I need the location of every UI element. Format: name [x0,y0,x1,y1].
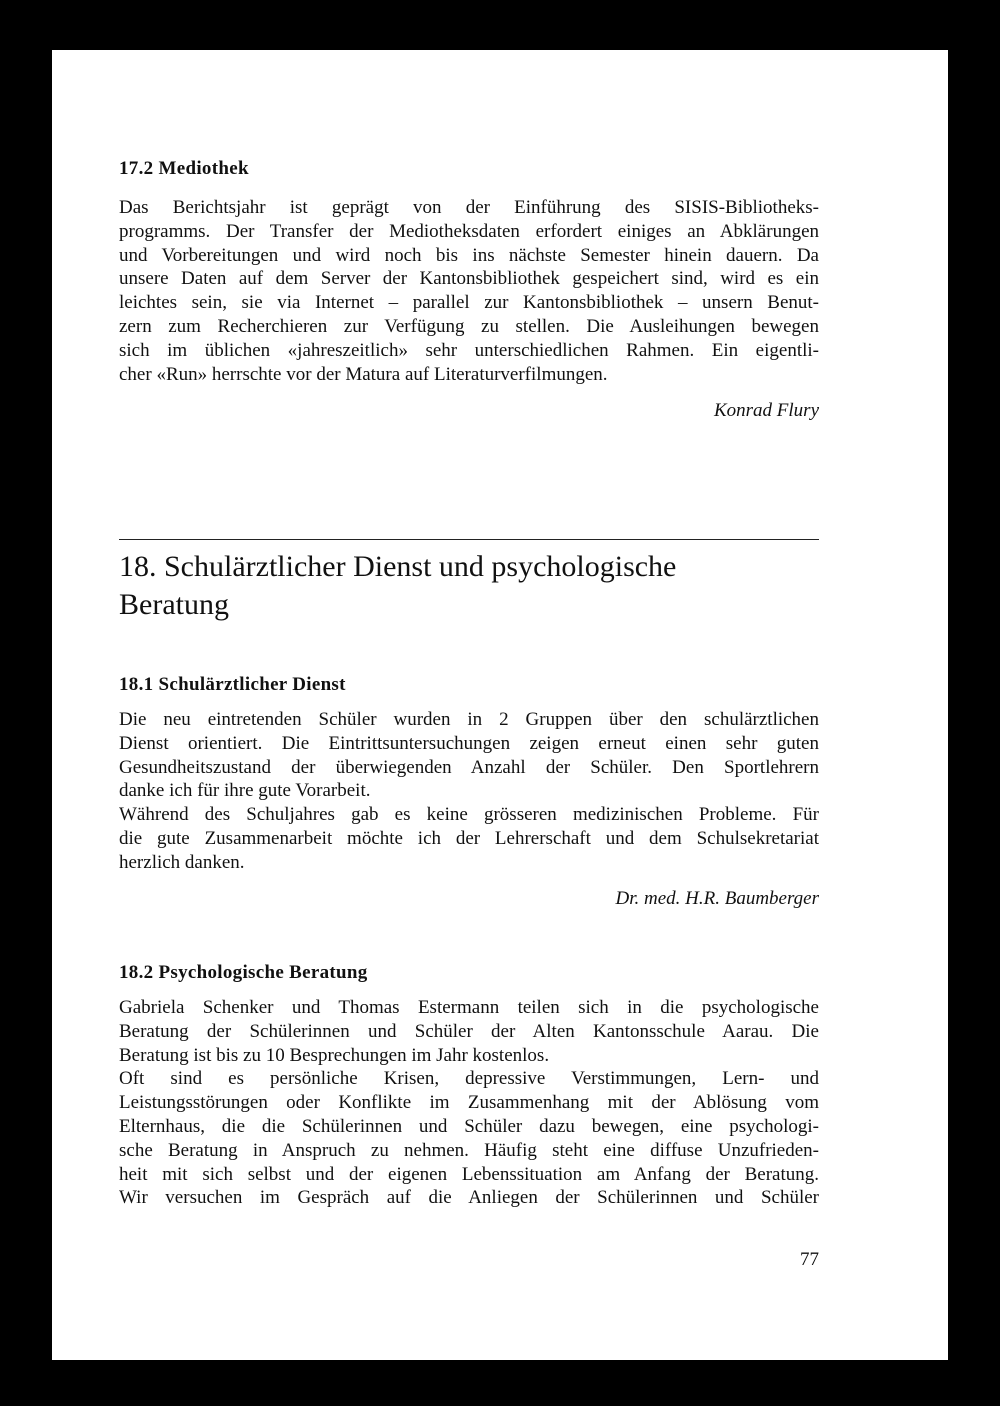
text-line: cher «Run» herrschte vor der Matura auf Literaturverfilmungen. [119,363,608,385]
text-line: heit mit sich selbst und der eigenen Lebenssituation am Anfang der Beratung. [119,1163,819,1185]
text-line: Das Berichtsjahr ist geprägt von der Einführung des SISIS-Bibliotheks- [119,197,819,218]
paragraph-mediothek [119,196,819,386]
page-number: 77 [800,1249,819,1270]
text-line: Elternhaus, die die Schülerinnen und Schüler dazu bewegen, eine psychologi- [119,1115,819,1137]
text-line: zern zum Recherchieren zur Verfügung zu stellen. Die Ausleihungen bewegen [119,315,819,337]
document-page [52,50,948,1360]
signature-konrad-flury: Konrad Flury [713,400,819,421]
text-line: Leistungsstörungen oder Konflikte im Zusammenhang mit der Ablösung vom [119,1092,819,1114]
chapter-title-line-1: 18. Schulärztlicher Dienst und psychologische [119,550,677,583]
text-line: Gabriela Schenker und Thomas Estermann teilen sich in die psychologische [119,997,819,1018]
section-heading-18-1: 18.1 Schulärztlicher Dienst [119,674,346,695]
text-line: Dienst orientiert. Die Eintrittsuntersuchungen zeigen erneut einen sehr guten [119,732,819,754]
text-line: unsere Daten auf dem Server der Kantonsbibliothek gespeichert sind, wird es ein [119,268,819,290]
text-line: sche Beratung in Anspruch zu nehmen. Häufig steht eine diffuse Unzufrieden- [119,1139,819,1161]
text-line: die gute Zusammenarbeit möchte ich der Lehrerschaft und dem Schulsekretariat [119,827,819,849]
text-line: Beratung der Schülerinnen und Schüler der Alten Kantonsschule Aarau. Die [119,1020,819,1042]
chapter-title-line-2: Beratung [119,588,229,621]
text-line: Wir versuchen im Gespräch auf die Anliegen der Schülerinnen und Schüler [119,1187,819,1209]
text-line: Die neu eintretenden Schüler wurden in 2 Gruppen über den schulärztlichen [119,709,819,730]
signature-baumberger: Dr. med. H.R. Baumberger [615,888,819,909]
text-line: sich im üblichen «jahreszeitlich» sehr unterschiedlichen Rahmen. Ein eigentli- [119,339,819,361]
chapter-title [119,548,676,624]
text-line: Beratung ist bis zu 10 Besprechungen im Jahr kostenlos. [119,1044,550,1066]
paragraph-psychologische-beratung [119,996,819,1210]
text-line: und Vorbereitungen und wird noch bis ins nächste Semester hinein dauern. Da [119,244,819,266]
chapter-divider-rule [119,539,819,540]
text-line: Gesundheitszustand der überwiegenden Anzahl der Schüler. Den Sportlehrern [119,756,819,778]
text-line: leichtes sein, sie via Internet – parallel zur Kantonsbibliothek – unsern Benut- [119,292,819,314]
text-line: danke ich für ihre gute Vorarbeit. [119,780,371,802]
text-line: Während des Schuljahres gab es keine grösseren medizinischen Probleme. Für [119,804,819,826]
text-line: herzlich danken. [119,851,245,873]
text-line: programms. Der Transfer der Mediotheksdaten erfordert einiges an Abklärungen [119,220,819,242]
paragraph-schularzt [119,708,819,875]
section-heading-17-2: 17.2 Mediothek [119,158,249,179]
text-line: Oft sind es persönliche Krisen, depressive Verstimmungen, Lern- und [119,1068,819,1090]
section-heading-18-2: 18.2 Psychologische Beratung [119,962,368,983]
